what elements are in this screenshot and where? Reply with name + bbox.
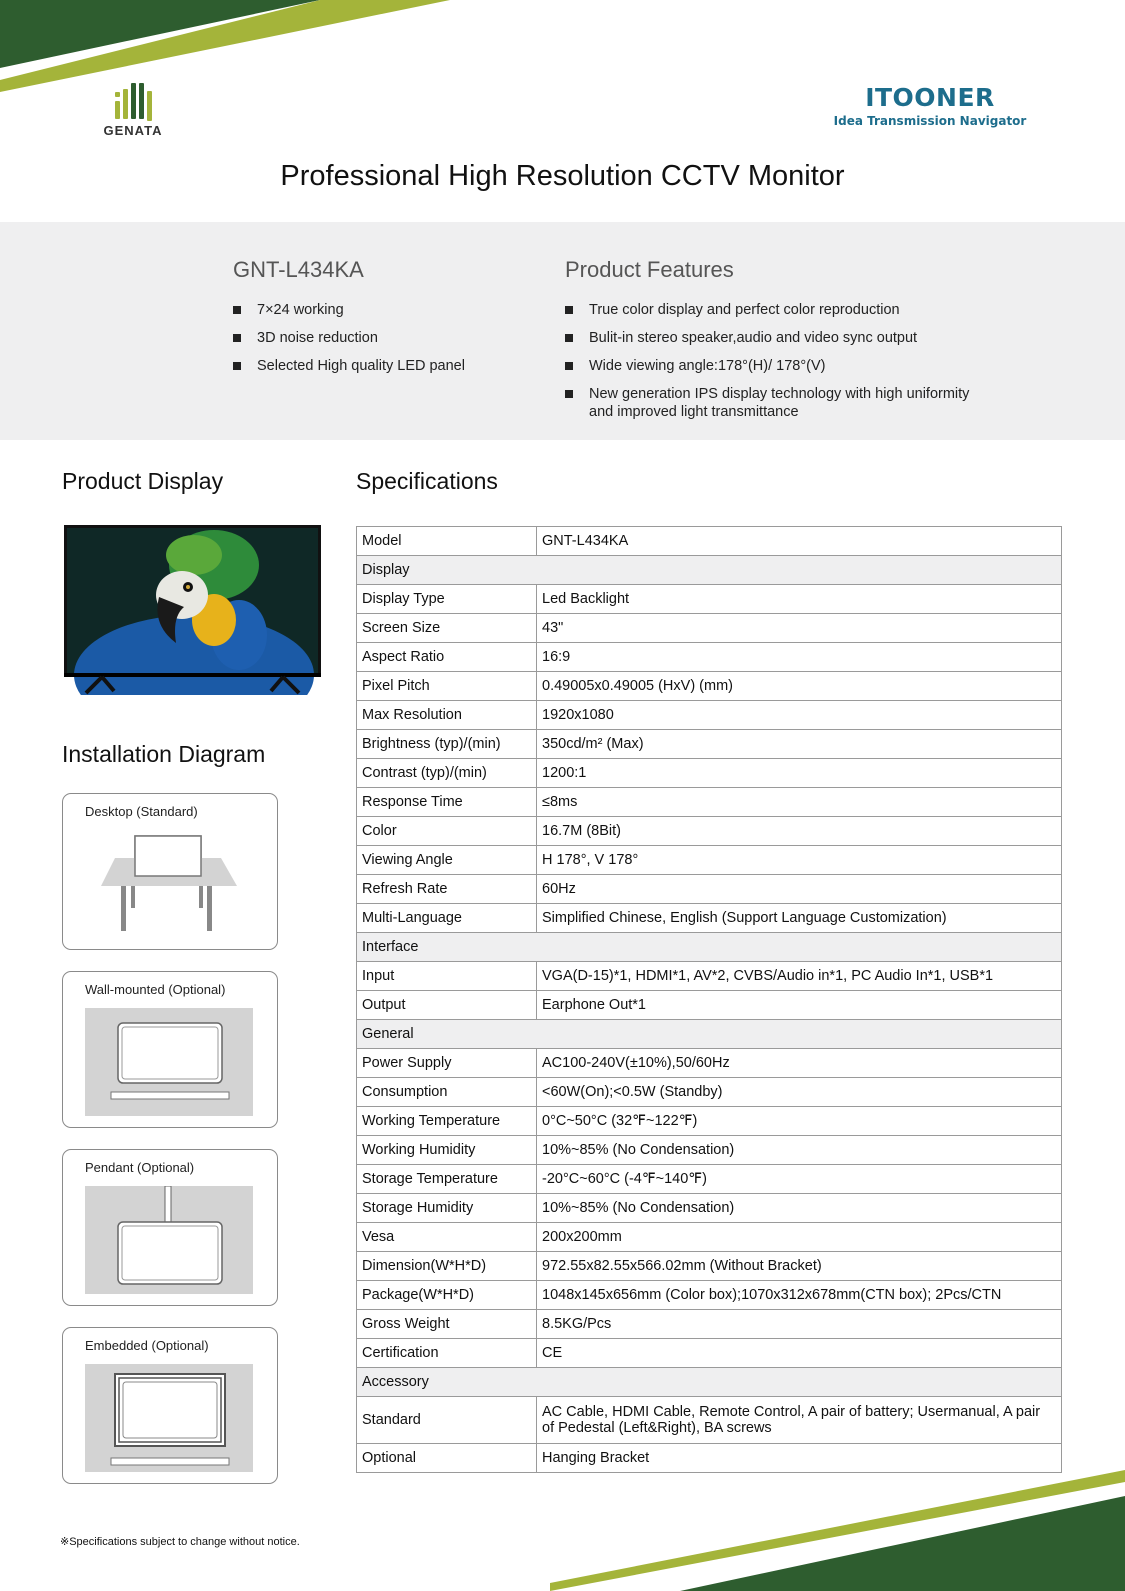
spec-key: Optional [357, 1444, 537, 1473]
genata-logo-icon [113, 83, 153, 119]
spec-key: Dimension(W*H*D) [357, 1252, 537, 1281]
spec-value: VGA(D-15)*1, HDMI*1, AV*2, CVBS/Audio in*1, PC Audio In*1, USB*1 [537, 962, 1062, 991]
table-row [357, 672, 1062, 701]
installation-heading: Installation Diagram [62, 741, 266, 767]
table-row [357, 1223, 1062, 1252]
itooner-logo-text: ITOONER [865, 83, 995, 112]
spec-value: 8.5KG/Pcs [537, 1310, 1062, 1339]
spec-key: Storage Humidity [357, 1194, 537, 1223]
product-display-heading: Product Display [62, 468, 224, 494]
spec-section-title: Display [357, 556, 1062, 585]
specifications-table [356, 526, 1062, 1473]
table-row [357, 1310, 1062, 1339]
pendant-mount-icon [85, 1186, 253, 1294]
itooner-tagline: Idea Transmission Navigator [833, 114, 1027, 128]
spec-value: 972.55x82.55x566.02mm (Without Bracket) [537, 1252, 1062, 1281]
spec-value: AC Cable, HDMI Cable, Remote Control, A pair of battery; Usermanual, A pair of Pedestal (Left&Right), BA screws [537, 1397, 1062, 1444]
desktop-stand-icon [99, 830, 239, 935]
table-row [357, 788, 1062, 817]
list-item: 7×24 working [233, 301, 533, 319]
install-card-label: Pendant (Optional) [85, 1160, 195, 1175]
table-row [357, 730, 1062, 759]
bottom-right-decoration [550, 1470, 1125, 1591]
spec-key: Display Type [357, 585, 537, 614]
spec-section-row [357, 1368, 1062, 1397]
spec-section-title: Interface [357, 933, 1062, 962]
table-row [357, 846, 1062, 875]
spec-value: 200x200mm [537, 1223, 1062, 1252]
spec-key: Brightness (typ)/(min) [357, 730, 537, 759]
spec-value: 0.49005x0.49005 (HxV) (mm) [537, 672, 1062, 701]
spec-section-row [357, 933, 1062, 962]
embedded-mount-icon [85, 1364, 253, 1472]
table-row [357, 875, 1062, 904]
table-row [357, 904, 1062, 933]
spec-value: Simplified Chinese, English (Support Language Customization) [537, 904, 1062, 933]
table-row [357, 614, 1062, 643]
spec-key: Max Resolution [357, 701, 537, 730]
list-item: 3D noise reduction [233, 329, 533, 347]
spec-value: 60Hz [537, 875, 1062, 904]
table-row [357, 962, 1062, 991]
features-list [565, 301, 995, 431]
spec-value: AC100-240V(±10%),50/60Hz [537, 1049, 1062, 1078]
itooner-logo [830, 84, 1030, 128]
table-row [357, 643, 1062, 672]
spec-key: Package(W*H*D) [357, 1281, 537, 1310]
spec-key: Consumption [357, 1078, 537, 1107]
table-row [357, 585, 1062, 614]
spec-key: Multi-Language [357, 904, 537, 933]
spec-key: Contrast (typ)/(min) [357, 759, 537, 788]
table-row [357, 1339, 1062, 1368]
table-row [357, 1136, 1062, 1165]
table-row [357, 817, 1062, 846]
spec-value: H 178°, V 178° [537, 846, 1062, 875]
spec-value: 1200:1 [537, 759, 1062, 788]
spec-key: Aspect Ratio [357, 643, 537, 672]
spec-section-row [357, 556, 1062, 585]
spec-section-title: Accessory [357, 1368, 1062, 1397]
spec-value: 16:9 [537, 643, 1062, 672]
spec-key: Output [357, 991, 537, 1020]
spec-value: <60W(On);<0.5W (Standby) [537, 1078, 1062, 1107]
wall-mount-icon [85, 1008, 253, 1116]
features-heading: Product Features [565, 257, 734, 282]
specifications-heading: Specifications [356, 468, 498, 494]
table-row [357, 701, 1062, 730]
table-row [357, 1397, 1062, 1444]
table-row [357, 1281, 1062, 1310]
spec-key: Color [357, 817, 537, 846]
spec-value: ≤8ms [537, 788, 1062, 817]
spec-value: 0°C~50°C (32℉~122℉) [537, 1107, 1062, 1136]
page-title: Professional High Resolution CCTV Monitor [280, 160, 845, 192]
list-item: Bulit-in stereo speaker,audio and video sync output [565, 329, 995, 347]
product-photo [64, 525, 321, 695]
install-card-label: Desktop (Standard) [85, 804, 198, 819]
spec-value: 1920x1080 [537, 701, 1062, 730]
model-heading: GNT-L434KA [233, 257, 364, 282]
spec-section-row [357, 1020, 1062, 1049]
top-left-decoration [0, 0, 460, 95]
spec-value: 43" [537, 614, 1062, 643]
spec-value: Hanging Bracket [537, 1444, 1062, 1473]
spec-key: Working Humidity [357, 1136, 537, 1165]
spec-value: 16.7M (8Bit) [537, 817, 1062, 846]
table-row [357, 1049, 1062, 1078]
table-row [357, 527, 1062, 556]
spec-value: CE [537, 1339, 1062, 1368]
table-row [357, 759, 1062, 788]
spec-key: Power Supply [357, 1049, 537, 1078]
table-row [357, 1078, 1062, 1107]
table-row [357, 1165, 1062, 1194]
spec-key: Viewing Angle [357, 846, 537, 875]
spec-key: Working Temperature [357, 1107, 537, 1136]
list-item: New generation IPS display technology with high uniformity and improved light transmittance [565, 385, 995, 421]
overview-band [0, 222, 1125, 440]
install-card-label: Wall-mounted (Optional) [85, 982, 226, 997]
spec-key: Response Time [357, 788, 537, 817]
spec-value: Earphone Out*1 [537, 991, 1062, 1020]
spec-key: Gross Weight [357, 1310, 537, 1339]
spec-key: Input [357, 962, 537, 991]
list-item: Wide viewing angle:178°(H)/ 178°(V) [565, 357, 995, 375]
spec-key: Storage Temperature [357, 1165, 537, 1194]
list-item: Selected High quality LED panel [233, 357, 533, 375]
table-row [357, 1444, 1062, 1473]
spec-key: Pixel Pitch [357, 672, 537, 701]
table-row [357, 1252, 1062, 1281]
spec-value: 10%~85% (No Condensation) [537, 1136, 1062, 1165]
genata-logo-text: GENATA [103, 123, 163, 138]
install-card-pendant [62, 1149, 278, 1306]
spec-key: Certification [357, 1339, 537, 1368]
spec-key: Standard [357, 1397, 537, 1444]
install-card-wall [62, 971, 278, 1128]
table-row [357, 1194, 1062, 1223]
install-card-label: Embedded (Optional) [85, 1338, 209, 1353]
genata-logo [98, 83, 168, 138]
footnote: ※Specifications subject to change without notice. [60, 1536, 300, 1548]
spec-value: -20°C~60°C (-4℉~140℉) [537, 1165, 1062, 1194]
table-row [357, 991, 1062, 1020]
spec-key: Refresh Rate [357, 875, 537, 904]
table-row [357, 1107, 1062, 1136]
spec-value: 10%~85% (No Condensation) [537, 1194, 1062, 1223]
install-card-embedded [62, 1327, 278, 1484]
spec-key: Vesa [357, 1223, 537, 1252]
spec-value: Led Backlight [537, 585, 1062, 614]
spec-key: Model [357, 527, 537, 556]
spec-key: Screen Size [357, 614, 537, 643]
spec-section-title: General [357, 1020, 1062, 1049]
spec-value: GNT-L434KA [537, 527, 1062, 556]
install-card-desktop [62, 793, 278, 950]
spec-value: 350cd/m² (Max) [537, 730, 1062, 759]
list-item: True color display and perfect color reproduction [565, 301, 995, 319]
spec-value: 1048x145x656mm (Color box);1070x312x678mm(CTN box); 2Pcs/CTN [537, 1281, 1062, 1310]
model-highlights-list [233, 301, 533, 385]
